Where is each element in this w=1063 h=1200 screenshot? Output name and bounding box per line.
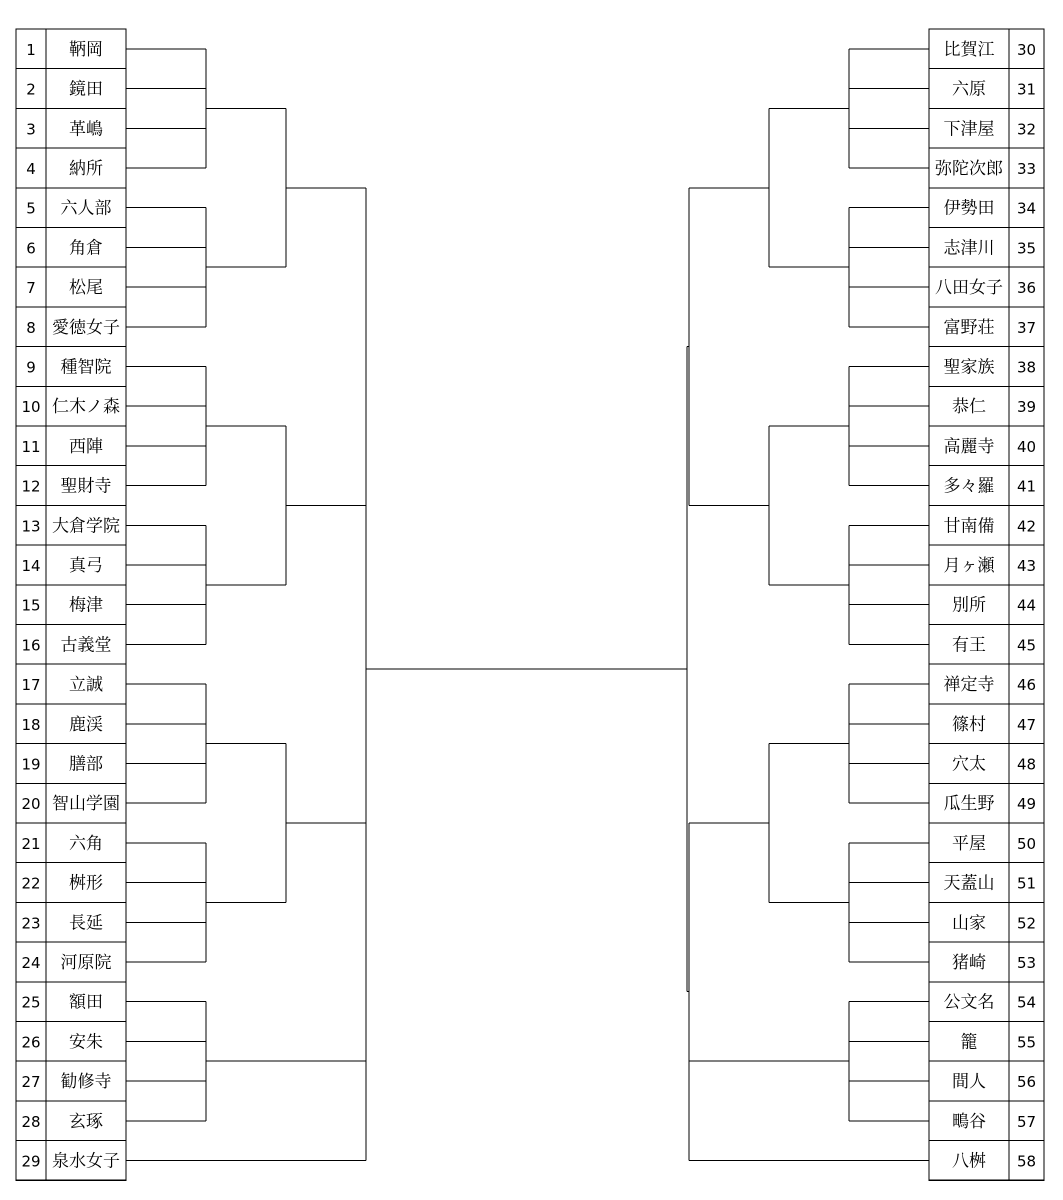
- left-entry-name: 智山学園: [52, 794, 120, 815]
- left-entry-name: 六人部: [60, 198, 112, 219]
- right-entry-seed: 38: [1016, 358, 1037, 377]
- left-entry-name: 種智院: [60, 357, 112, 378]
- right-entry-name: 別所: [952, 595, 986, 616]
- right-entry-name: 比賀江: [943, 39, 995, 60]
- right-entry-seed: 35: [1016, 239, 1037, 258]
- left-entry-seed: 25: [21, 993, 41, 1012]
- left-entry-seed: 15: [21, 596, 41, 615]
- left-entry-name: 梅津: [69, 595, 103, 616]
- right-entry-seed: 47: [1016, 715, 1037, 734]
- right-entry-name: 猪崎: [952, 952, 986, 973]
- right-entry-name: 禅定寺: [943, 675, 995, 696]
- left-entry-name: 鞆岡: [69, 39, 103, 60]
- right-entry-seed: 32: [1016, 120, 1037, 139]
- right-entry-seed: 54: [1016, 993, 1037, 1012]
- left-entry-name: 仁木ノ森: [52, 397, 120, 418]
- left-entry-seed: 28: [21, 1112, 41, 1131]
- right-entry-name: 籠: [960, 1032, 978, 1053]
- left-entry-seed: 3: [26, 120, 36, 139]
- right-entry-name: 鴫谷: [952, 1111, 986, 1132]
- right-entry-name: 多々羅: [943, 476, 995, 497]
- right-entry-name: 富野荘: [943, 317, 995, 338]
- left-entry-name: 安朱: [69, 1032, 103, 1053]
- right-entry-seed: 58: [1016, 1152, 1037, 1171]
- left-entry-seed: 2: [26, 80, 36, 99]
- left-entry-seed: 1: [26, 40, 36, 59]
- left-entry-name: 桝形: [69, 873, 103, 894]
- right-entry-seed: 42: [1016, 517, 1037, 536]
- right-entry-name: 山家: [952, 913, 986, 934]
- left-entry-seed: 10: [21, 398, 41, 417]
- right-entry-seed: 31: [1016, 80, 1037, 99]
- left-entry-seed: 8: [26, 318, 36, 337]
- right-entry-name: 瓜生野: [943, 794, 995, 815]
- right-entry-seed: 51: [1016, 874, 1037, 893]
- right-entry-name: 甘南備: [943, 516, 995, 537]
- left-entry-table: [16, 29, 126, 1180]
- left-entry-seed: 29: [21, 1152, 41, 1171]
- right-entry-seed: 39: [1016, 398, 1037, 417]
- left-entry-name: 革嶋: [69, 119, 103, 140]
- left-entry-seed: 12: [21, 477, 41, 496]
- left-entry-name: 納所: [69, 158, 103, 179]
- right-entry-seed: 44: [1016, 596, 1037, 615]
- left-entry-name: 大倉学院: [52, 516, 120, 537]
- right-entry-seed: 49: [1016, 795, 1037, 814]
- bracket-lines: [126, 49, 929, 1161]
- left-entry-seed: 14: [21, 556, 41, 575]
- right-entry-seed: 46: [1016, 676, 1037, 695]
- right-entry-name: 八桝: [952, 1151, 986, 1172]
- right-entry-seed: 45: [1016, 636, 1037, 655]
- left-entry-seed: 7: [26, 279, 36, 298]
- right-entry-seed: 33: [1016, 159, 1037, 178]
- right-entry-seed: 53: [1016, 953, 1037, 972]
- right-entry-name: 六原: [952, 79, 986, 100]
- right-entry-seed: 43: [1016, 556, 1037, 575]
- left-entry-name: 愛徳女子: [52, 317, 120, 338]
- left-entry-seed: 9: [26, 358, 36, 377]
- left-entry-seed: 13: [21, 517, 41, 536]
- left-entry-name: 泉水女子: [52, 1151, 120, 1172]
- left-entry-name: 鏡田: [69, 79, 103, 100]
- left-entry-name: 膳部: [69, 754, 103, 775]
- left-entry-seed: 18: [21, 715, 41, 734]
- right-entry-name: 下津屋: [943, 119, 995, 140]
- right-entry-name: 八田女子: [935, 278, 1003, 299]
- left-entry-seed: 19: [21, 755, 41, 774]
- left-entry-seed: 4: [26, 159, 36, 178]
- right-entry-name: 弥陀次郎: [935, 158, 1003, 179]
- right-entry-name: 平屋: [952, 833, 986, 854]
- right-entry-seed: 34: [1016, 199, 1037, 218]
- left-entry-seed: 27: [21, 1073, 41, 1092]
- left-entry-name: 角倉: [69, 238, 103, 259]
- right-entry-name: 聖家族: [943, 357, 995, 378]
- right-entry-name: 公文名: [943, 992, 995, 1013]
- left-entry-seed: 17: [21, 676, 41, 695]
- right-entry-name: 高麗寺: [943, 436, 995, 457]
- right-entry-seed: 41: [1016, 477, 1037, 496]
- right-entry-seed: 50: [1016, 834, 1037, 853]
- right-entry-seed: 57: [1016, 1112, 1037, 1131]
- right-entry-name: 月ヶ瀬: [943, 555, 995, 576]
- left-entry-name: 立誠: [69, 675, 103, 696]
- right-entry-seed: 30: [1016, 40, 1037, 59]
- left-entry-name: 西陣: [69, 436, 103, 457]
- right-entry-seed: 37: [1016, 318, 1037, 337]
- left-entry-seed: 11: [21, 437, 41, 456]
- left-entry-name: 六角: [69, 833, 103, 854]
- left-entry-name: 聖財寺: [60, 476, 112, 497]
- right-entry-name: 篠村: [952, 714, 986, 735]
- left-entry-name: 勧修寺: [60, 1072, 112, 1093]
- right-entry-seed: 48: [1016, 755, 1037, 774]
- left-entry-name: 河原院: [60, 952, 112, 973]
- right-entry-name: 恭仁: [952, 397, 986, 418]
- left-entry-seed: 23: [21, 914, 41, 933]
- left-entry-seed: 16: [21, 636, 41, 655]
- right-entry-seed: 52: [1016, 914, 1037, 933]
- right-entry-name: 間人: [952, 1072, 986, 1093]
- left-entry-seed: 22: [21, 874, 41, 893]
- right-entry-seed: 56: [1016, 1073, 1037, 1092]
- left-entry-seed: 21: [21, 834, 41, 853]
- left-entry-seed: 26: [21, 1033, 41, 1052]
- left-entry-name: 松尾: [69, 278, 103, 299]
- left-entry-name: 鹿渓: [69, 714, 103, 735]
- right-entry-name: 有王: [952, 635, 986, 656]
- left-entry-name: 玄琢: [69, 1111, 103, 1132]
- right-entry-name: 志津川: [943, 238, 995, 259]
- right-entry-name: 伊勢田: [943, 198, 995, 219]
- right-entry-table: [929, 29, 1044, 1180]
- right-entry-seed: 55: [1016, 1033, 1037, 1052]
- left-entry-seed: 6: [26, 239, 36, 258]
- left-entry-name: 額田: [69, 992, 103, 1013]
- left-entry-name: 長延: [69, 913, 103, 934]
- right-entry-seed: 40: [1016, 437, 1037, 456]
- left-entry-name: 真弓: [69, 555, 103, 576]
- left-entry-seed: 5: [26, 199, 36, 218]
- right-entry-name: 天蓋山: [943, 873, 995, 894]
- left-entry-seed: 20: [21, 795, 41, 814]
- left-entry-name: 古義堂: [60, 635, 112, 656]
- right-entry-seed: 36: [1016, 279, 1037, 298]
- right-entry-name: 穴太: [952, 754, 986, 775]
- left-entry-seed: 24: [21, 953, 41, 972]
